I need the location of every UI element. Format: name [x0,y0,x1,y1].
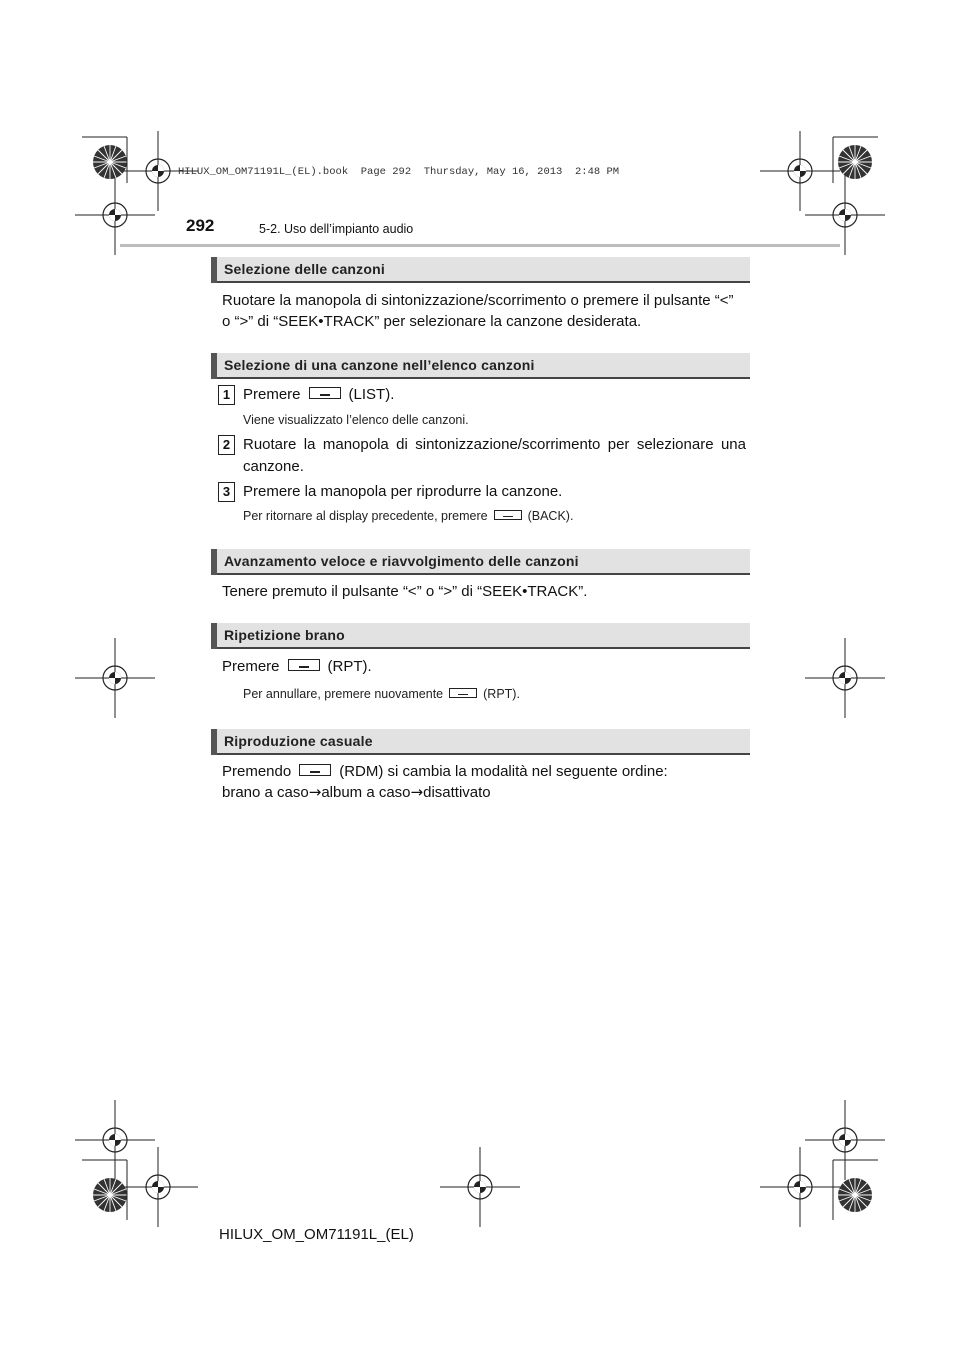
repeat-text [222,655,372,679]
mode-off: disattivato [423,784,491,801]
fast-forward-text: Tenere premuto il pulsante “<” o “>” di “SEEK•TRACK”. [222,583,588,600]
random-pre: Premendo [222,763,292,780]
header-rule [120,244,840,247]
step-2-text-1: Ruotare la manopola di sintonizzazione/scorrimento per selezionare una [243,436,746,453]
list-button-icon [309,387,341,399]
heading-label: Riproduzione casuale [224,733,373,749]
heading-label: Selezione delle canzoni [224,261,385,277]
heading-song-list [211,353,750,379]
repeat-post: (RPT). [327,658,372,675]
step-1-text [243,383,394,407]
step-1-post: (LIST). [348,386,395,403]
heading-label: Ripetizione brano [224,627,345,643]
arrow-right-icon: → [308,783,322,801]
heading-label: Avanzamento veloce e riavvolgimento delle canzoni [224,553,579,569]
step-3-note-post: (BACK). [527,509,574,523]
heading-repeat [211,623,750,649]
rpt-button-icon-small [449,688,477,698]
step-3-note-pre: Per ritornare al display precedente, premere [243,509,488,523]
heading-random [211,729,750,755]
heading-fast-forward [211,549,750,575]
repeat-note-post: (RPT). [483,687,520,701]
step-number-1: 1 [218,385,235,405]
repeat-pre: Premere [222,658,280,675]
rdm-button-icon [299,764,331,776]
heading-song-selection [211,257,750,283]
mode-album-random: album a caso [321,784,411,801]
section-title: 5-2. Uso dell’impianto audio [259,222,414,236]
page-number: 292 [186,216,215,235]
step-number-3: 3 [218,482,235,502]
rpt-button-icon [288,659,320,671]
repeat-note-pre: Per annullare, premere nuovamente [243,687,444,701]
book-info-line: HILUX_OM_OM71191L_(EL).book Page 292 Thursday, May 16, 2013 2:48 PM [178,166,620,178]
back-button-icon [494,510,522,520]
song-selection-text-1: Ruotare la manopola di sintonizzazione/scorrimento o premere il pulsante “<” [222,292,734,309]
song-selection-text-2: o “>” di “SEEK•TRACK” per selezionare la canzone desiderata. [222,313,642,330]
step-3-note [243,509,573,523]
random-mode-order [222,780,491,805]
step-number-2: 2 [218,435,235,455]
step-1-pre: Premere [243,386,301,403]
step-3-text: Premere la manopola per riprodurre la canzone. [243,483,563,500]
arrow-right-icon: → [410,783,424,801]
document-code: HILUX_OM_OM71191L_(EL) [219,1226,414,1243]
repeat-note [243,687,520,701]
step-2-text-2: canzone. [243,458,304,475]
heading-label: Selezione di una canzone nell’elenco canzoni [224,357,535,373]
mode-track-random: brano a caso [222,784,309,801]
step-1-note: Viene visualizzato l’elenco delle canzoni. [243,413,469,427]
random-post: (RDM) si cambia la modalità nel seguente ordine: [339,763,668,780]
